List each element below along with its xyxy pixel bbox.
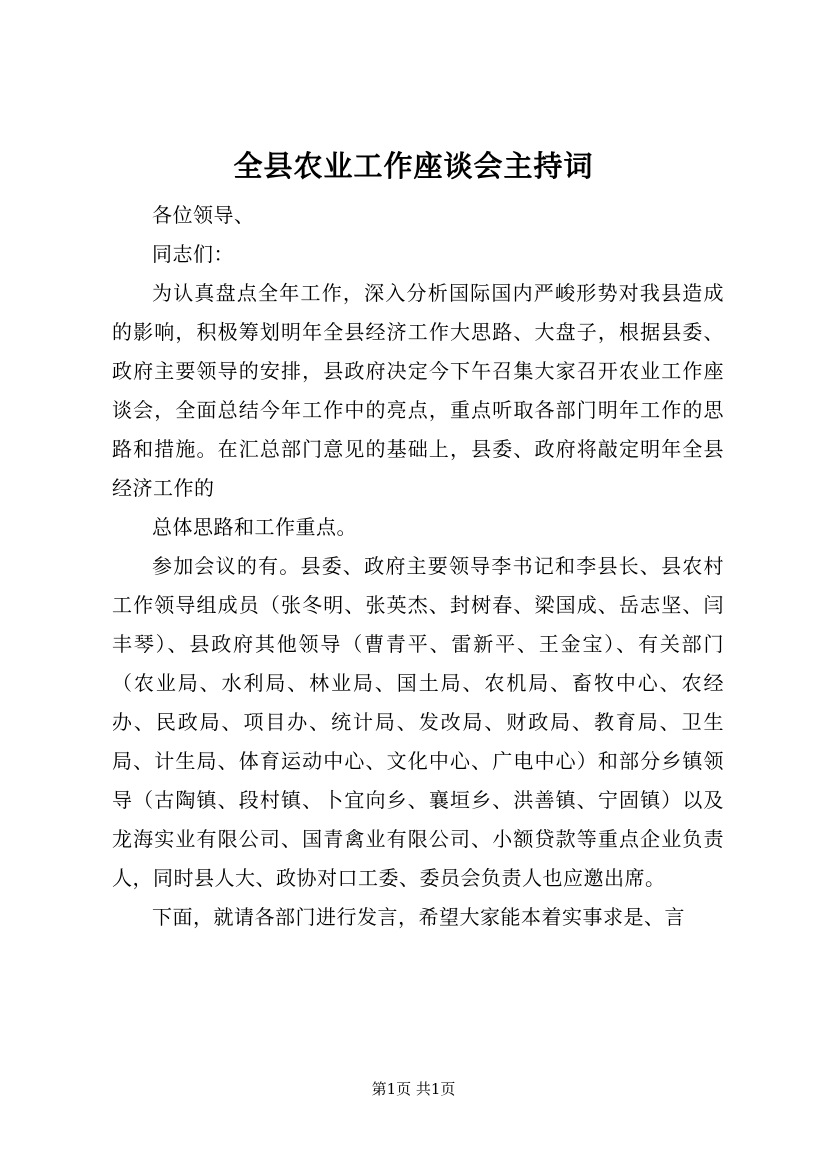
paragraph-attendees: 参加会议的有。县委、政府主要领导李书记和李县长、县农村工作领导组成员（张冬明、张英杰、封树春、梁国成、岳志坚、闫丰琴）、县政府其他领导（曹青平、雷新平、王金宝）、有关部门（农业局、水利局、林业局、国土局、农机局、畜牧中心、农经办、民政局、项目办、统计局、发改局、财政局、教育局、卫生局、计生局、体育运动中心、文化中心、广电中心）和部分乡镇领导（古陶镇、段村镇、卜宜向乡、襄垣乡、洪善镇、宁固镇）以及龙海实业有限公司、国青禽业有限公司、小额贷款等重点企业负责人，同时县人大、政协对口工委、委员会负责人也应邀出席。 <box>112 554 724 890</box>
paragraph-continuation: 总体思路和工作重点。 <box>152 515 357 539</box>
document-title: 全县农业工作座谈会主持词 <box>233 149 594 183</box>
document-body <box>112 196 724 937</box>
salutation-comrades: 同志们： <box>152 242 234 266</box>
page-number: 第1页 共1页 <box>371 1080 456 1098</box>
salutation-leaders: 各位领导、 <box>152 203 255 227</box>
paragraph-purpose: 为认真盘点全年工作，深入分析国际国内严峻形势对我县造成的影响，积极筹划明年全县经济工作大思路、大盘子，根据县委、政府主要领导的安排，县政府决定今下午召集大家召开农业工作座谈会，全面总结今年工作中的亮点，重点听取各部门明年工作的思路和措施。在汇总部门意见的基础上，县委、政府将敲定明年全县经济工作的 <box>112 281 724 500</box>
paragraph-next: 下面，就请各部门进行发言，希望大家能本着实事求是、言 <box>152 905 685 929</box>
